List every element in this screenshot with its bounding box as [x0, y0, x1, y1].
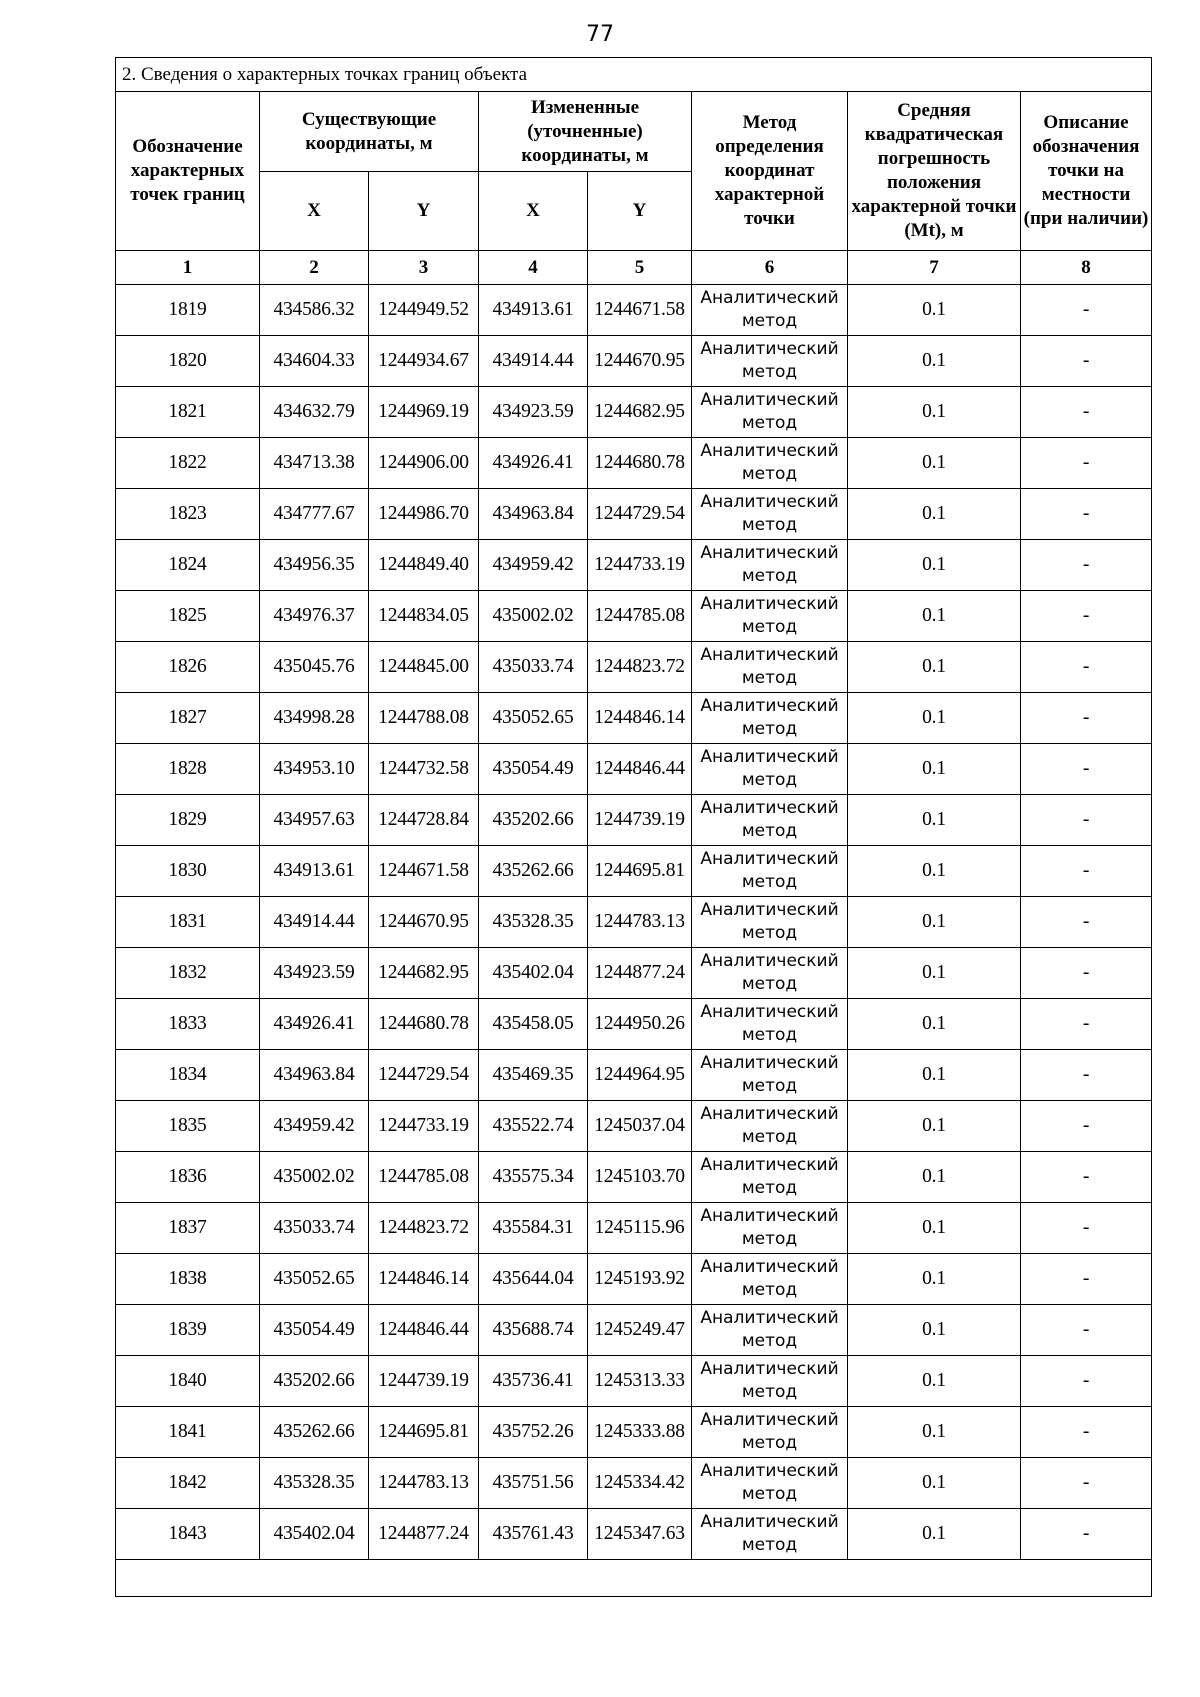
point-cell: 1829	[116, 795, 260, 846]
mean-error-cell: 0.1	[848, 846, 1021, 897]
description-cell: -	[1021, 285, 1152, 336]
mean-error-cell: 0.1	[848, 438, 1021, 489]
existing-y-cell: 1244877.24	[369, 1509, 479, 1560]
table-row	[116, 1356, 1152, 1407]
changed-y-cell: 1245193.92	[588, 1254, 692, 1305]
changed-x-cell: 435202.66	[479, 795, 588, 846]
existing-x-cell: 435045.76	[260, 642, 369, 693]
changed-x-cell: 435033.74	[479, 642, 588, 693]
existing-y-cell: 1244934.67	[369, 336, 479, 387]
existing-x-cell: 435054.49	[260, 1305, 369, 1356]
existing-x-cell: 435002.02	[260, 1152, 369, 1203]
mean-error-cell: 0.1	[848, 948, 1021, 999]
table-row	[116, 387, 1152, 438]
mean-error-cell: 0.1	[848, 1050, 1021, 1101]
existing-y-cell: 1244729.54	[369, 1050, 479, 1101]
changed-x-cell: 435752.26	[479, 1407, 588, 1458]
mean-error-cell: 0.1	[848, 744, 1021, 795]
existing-y-cell: 1244949.52	[369, 285, 479, 336]
existing-x-cell: 434632.79	[260, 387, 369, 438]
table-row	[116, 1458, 1152, 1509]
description-cell: -	[1021, 1305, 1152, 1356]
table-row	[116, 1254, 1152, 1305]
method-cell: Аналитический метод	[692, 285, 848, 336]
existing-x-cell: 434604.33	[260, 336, 369, 387]
mean-error-cell: 0.1	[848, 1152, 1021, 1203]
point-cell: 1843	[116, 1509, 260, 1560]
existing-y-cell: 1244849.40	[369, 540, 479, 591]
description-cell: -	[1021, 948, 1152, 999]
mean-error-cell: 0.1	[848, 591, 1021, 642]
method-cell: Аналитический метод	[692, 846, 848, 897]
existing-y-cell: 1244695.81	[369, 1407, 479, 1458]
mean-error-cell: 0.1	[848, 897, 1021, 948]
method-cell: Аналитический метод	[692, 1458, 848, 1509]
existing-y-cell: 1244783.13	[369, 1458, 479, 1509]
changed-y-cell: 1244733.19	[588, 540, 692, 591]
existing-y-cell: 1244671.58	[369, 846, 479, 897]
point-cell: 1826	[116, 642, 260, 693]
table-row	[116, 336, 1152, 387]
method-cell: Аналитический метод	[692, 1509, 848, 1560]
table-row	[116, 999, 1152, 1050]
changed-y-cell: 1244739.19	[588, 795, 692, 846]
point-cell: 1827	[116, 693, 260, 744]
table-row	[116, 693, 1152, 744]
existing-y-cell: 1244682.95	[369, 948, 479, 999]
changed-x-cell: 435736.41	[479, 1356, 588, 1407]
point-cell: 1825	[116, 591, 260, 642]
existing-x-cell: 434923.59	[260, 948, 369, 999]
method-cell: Аналитический метод	[692, 1152, 848, 1203]
changed-y-cell: 1244695.81	[588, 846, 692, 897]
changed-y-cell: 1244670.95	[588, 336, 692, 387]
header-changed-y: Y	[588, 172, 692, 251]
table-row	[116, 744, 1152, 795]
changed-x-cell: 434959.42	[479, 540, 588, 591]
table-row	[116, 795, 1152, 846]
mean-error-cell: 0.1	[848, 336, 1021, 387]
description-cell: -	[1021, 897, 1152, 948]
existing-y-cell: 1244846.44	[369, 1305, 479, 1356]
point-cell: 1841	[116, 1407, 260, 1458]
changed-x-cell: 434914.44	[479, 336, 588, 387]
description-cell: -	[1021, 540, 1152, 591]
method-cell: Аналитический метод	[692, 387, 848, 438]
changed-y-cell: 1245115.96	[588, 1203, 692, 1254]
changed-y-cell: 1244682.95	[588, 387, 692, 438]
column-number: 1	[116, 251, 260, 285]
existing-y-cell: 1244846.14	[369, 1254, 479, 1305]
existing-x-cell: 434777.67	[260, 489, 369, 540]
existing-y-cell: 1244680.78	[369, 999, 479, 1050]
description-cell: -	[1021, 999, 1152, 1050]
changed-x-cell: 435688.74	[479, 1305, 588, 1356]
changed-y-cell: 1244671.58	[588, 285, 692, 336]
table-row	[116, 948, 1152, 999]
description-cell: -	[1021, 1407, 1152, 1458]
point-cell: 1839	[116, 1305, 260, 1356]
column-number: 3	[369, 251, 479, 285]
mean-error-cell: 0.1	[848, 1509, 1021, 1560]
existing-x-cell: 434926.41	[260, 999, 369, 1050]
method-cell: Аналитический метод	[692, 897, 848, 948]
changed-x-cell: 435584.31	[479, 1203, 588, 1254]
point-cell: 1832	[116, 948, 260, 999]
existing-y-cell: 1244834.05	[369, 591, 479, 642]
table-row	[116, 591, 1152, 642]
existing-y-cell: 1244986.70	[369, 489, 479, 540]
point-cell: 1819	[116, 285, 260, 336]
column-number: 5	[588, 251, 692, 285]
changed-y-cell: 1244846.44	[588, 744, 692, 795]
changed-x-cell: 435262.66	[479, 846, 588, 897]
table-row	[116, 540, 1152, 591]
mean-error-cell: 0.1	[848, 285, 1021, 336]
changed-x-cell: 435761.43	[479, 1509, 588, 1560]
existing-y-cell: 1244670.95	[369, 897, 479, 948]
description-cell: -	[1021, 1509, 1152, 1560]
column-number: 6	[692, 251, 848, 285]
existing-y-cell: 1244739.19	[369, 1356, 479, 1407]
table-row	[116, 1407, 1152, 1458]
changed-y-cell: 1245249.47	[588, 1305, 692, 1356]
description-cell: -	[1021, 642, 1152, 693]
method-cell: Аналитический метод	[692, 1050, 848, 1101]
existing-x-cell: 434913.61	[260, 846, 369, 897]
changed-y-cell: 1245333.88	[588, 1407, 692, 1458]
method-cell: Аналитический метод	[692, 1254, 848, 1305]
method-cell: Аналитический метод	[692, 795, 848, 846]
table-row	[116, 1509, 1152, 1560]
mean-error-cell: 0.1	[848, 1458, 1021, 1509]
method-cell: Аналитический метод	[692, 693, 848, 744]
mean-error-cell: 0.1	[848, 387, 1021, 438]
existing-x-cell: 435402.04	[260, 1509, 369, 1560]
method-cell: Аналитический метод	[692, 1356, 848, 1407]
table-row	[116, 285, 1152, 336]
point-cell: 1828	[116, 744, 260, 795]
mean-error-cell: 0.1	[848, 1101, 1021, 1152]
description-cell: -	[1021, 1254, 1152, 1305]
description-cell: -	[1021, 387, 1152, 438]
point-cell: 1822	[116, 438, 260, 489]
point-cell: 1835	[116, 1101, 260, 1152]
description-cell: -	[1021, 591, 1152, 642]
existing-y-cell: 1244906.00	[369, 438, 479, 489]
changed-x-cell: 434963.84	[479, 489, 588, 540]
existing-y-cell: 1244732.58	[369, 744, 479, 795]
changed-x-cell: 434913.61	[479, 285, 588, 336]
empty-row	[116, 1560, 1152, 1597]
changed-x-cell: 435575.34	[479, 1152, 588, 1203]
existing-x-cell: 435052.65	[260, 1254, 369, 1305]
changed-y-cell: 1245347.63	[588, 1509, 692, 1560]
point-cell: 1836	[116, 1152, 260, 1203]
existing-x-cell: 435033.74	[260, 1203, 369, 1254]
header-point-designation: Обозначение характерных точек границ	[116, 92, 260, 251]
changed-y-cell: 1244950.26	[588, 999, 692, 1050]
mean-error-cell: 0.1	[848, 1203, 1021, 1254]
changed-x-cell: 435469.35	[479, 1050, 588, 1101]
changed-x-cell: 435402.04	[479, 948, 588, 999]
point-cell: 1842	[116, 1458, 260, 1509]
existing-x-cell: 435202.66	[260, 1356, 369, 1407]
existing-x-cell: 434586.32	[260, 285, 369, 336]
existing-y-cell: 1244823.72	[369, 1203, 479, 1254]
column-number: 7	[848, 251, 1021, 285]
changed-y-cell: 1244785.08	[588, 591, 692, 642]
table-row	[116, 1050, 1152, 1101]
changed-x-cell: 435458.05	[479, 999, 588, 1050]
existing-x-cell: 434957.63	[260, 795, 369, 846]
description-cell: -	[1021, 336, 1152, 387]
description-cell: -	[1021, 693, 1152, 744]
point-cell: 1838	[116, 1254, 260, 1305]
section-title: 2. Сведения о характерных точках границ объекта	[116, 58, 1152, 92]
table-row	[116, 438, 1152, 489]
changed-x-cell: 435328.35	[479, 897, 588, 948]
mean-error-cell: 0.1	[848, 642, 1021, 693]
column-number: 8	[1021, 251, 1152, 285]
existing-x-cell: 435262.66	[260, 1407, 369, 1458]
changed-x-cell: 435002.02	[479, 591, 588, 642]
existing-x-cell: 434953.10	[260, 744, 369, 795]
description-cell: -	[1021, 1203, 1152, 1254]
mean-error-cell: 0.1	[848, 489, 1021, 540]
table-row	[116, 846, 1152, 897]
table-row	[116, 642, 1152, 693]
mean-error-cell: 0.1	[848, 693, 1021, 744]
table-row	[116, 1152, 1152, 1203]
header-existing-x: X	[260, 172, 369, 251]
changed-y-cell: 1244680.78	[588, 438, 692, 489]
changed-x-cell: 435054.49	[479, 744, 588, 795]
method-cell: Аналитический метод	[692, 642, 848, 693]
existing-x-cell: 434713.38	[260, 438, 369, 489]
changed-y-cell: 1244783.13	[588, 897, 692, 948]
table-row	[116, 897, 1152, 948]
changed-y-cell: 1244846.14	[588, 693, 692, 744]
changed-x-cell: 435052.65	[479, 693, 588, 744]
existing-y-cell: 1244733.19	[369, 1101, 479, 1152]
method-cell: Аналитический метод	[692, 489, 848, 540]
changed-y-cell: 1244823.72	[588, 642, 692, 693]
changed-y-cell: 1244729.54	[588, 489, 692, 540]
empty-cell	[116, 1560, 1152, 1597]
point-cell: 1823	[116, 489, 260, 540]
existing-x-cell: 434956.35	[260, 540, 369, 591]
mean-error-cell: 0.1	[848, 1305, 1021, 1356]
point-cell: 1837	[116, 1203, 260, 1254]
header-description: Описание обозначения точки на местности (при наличии)	[1021, 92, 1152, 251]
existing-x-cell: 434959.42	[260, 1101, 369, 1152]
method-cell: Аналитический метод	[692, 1101, 848, 1152]
mean-error-cell: 0.1	[848, 540, 1021, 591]
description-cell: -	[1021, 1050, 1152, 1101]
changed-y-cell: 1244964.95	[588, 1050, 692, 1101]
description-cell: -	[1021, 489, 1152, 540]
point-cell: 1840	[116, 1356, 260, 1407]
column-number: 4	[479, 251, 588, 285]
method-cell: Аналитический метод	[692, 1305, 848, 1356]
existing-y-cell: 1244785.08	[369, 1152, 479, 1203]
mean-error-cell: 0.1	[848, 1254, 1021, 1305]
description-cell: -	[1021, 744, 1152, 795]
column-number: 2	[260, 251, 369, 285]
header-changed-x: X	[479, 172, 588, 251]
existing-y-cell: 1244969.19	[369, 387, 479, 438]
changed-y-cell: 1245334.42	[588, 1458, 692, 1509]
method-cell: Аналитический метод	[692, 591, 848, 642]
description-cell: -	[1021, 846, 1152, 897]
method-cell: Аналитический метод	[692, 540, 848, 591]
existing-x-cell: 434976.37	[260, 591, 369, 642]
column-numbers-row	[116, 251, 1152, 285]
existing-x-cell: 434914.44	[260, 897, 369, 948]
table-row	[116, 1305, 1152, 1356]
existing-x-cell: 434998.28	[260, 693, 369, 744]
point-cell: 1830	[116, 846, 260, 897]
changed-x-cell: 434923.59	[479, 387, 588, 438]
mean-error-cell: 0.1	[848, 795, 1021, 846]
table-body	[116, 285, 1152, 1560]
method-cell: Аналитический метод	[692, 1203, 848, 1254]
header-method: Метод определения координат характерной точки	[692, 92, 848, 251]
point-cell: 1833	[116, 999, 260, 1050]
method-cell: Аналитический метод	[692, 744, 848, 795]
header-changed-coords: Измененные (уточненные) координаты, м	[479, 92, 692, 172]
header-mean-error: Средняя квадратическая погрешность положения характерной точки (Mt), м	[848, 92, 1021, 251]
table-row	[116, 489, 1152, 540]
changed-x-cell: 435522.74	[479, 1101, 588, 1152]
point-cell: 1821	[116, 387, 260, 438]
header-existing-y: Y	[369, 172, 479, 251]
method-cell: Аналитический метод	[692, 438, 848, 489]
point-cell: 1834	[116, 1050, 260, 1101]
changed-y-cell: 1245103.70	[588, 1152, 692, 1203]
existing-y-cell: 1244728.84	[369, 795, 479, 846]
changed-y-cell: 1244877.24	[588, 948, 692, 999]
method-cell: Аналитический метод	[692, 948, 848, 999]
method-cell: Аналитический метод	[692, 999, 848, 1050]
changed-y-cell: 1245037.04	[588, 1101, 692, 1152]
header-existing-coords: Существующие координаты, м	[260, 92, 479, 172]
description-cell: -	[1021, 438, 1152, 489]
mean-error-cell: 0.1	[848, 999, 1021, 1050]
table-row	[116, 1101, 1152, 1152]
description-cell: -	[1021, 1101, 1152, 1152]
existing-x-cell: 435328.35	[260, 1458, 369, 1509]
description-cell: -	[1021, 1152, 1152, 1203]
method-cell: Аналитический метод	[692, 336, 848, 387]
page-number: 77	[586, 22, 614, 47]
existing-y-cell: 1244788.08	[369, 693, 479, 744]
description-cell: -	[1021, 1356, 1152, 1407]
point-cell: 1824	[116, 540, 260, 591]
point-cell: 1820	[116, 336, 260, 387]
table-row	[116, 1203, 1152, 1254]
existing-y-cell: 1244845.00	[369, 642, 479, 693]
changed-x-cell: 435644.04	[479, 1254, 588, 1305]
description-cell: -	[1021, 1458, 1152, 1509]
changed-y-cell: 1245313.33	[588, 1356, 692, 1407]
description-cell: -	[1021, 795, 1152, 846]
changed-x-cell: 434926.41	[479, 438, 588, 489]
existing-x-cell: 434963.84	[260, 1050, 369, 1101]
mean-error-cell: 0.1	[848, 1407, 1021, 1458]
changed-x-cell: 435751.56	[479, 1458, 588, 1509]
method-cell: Аналитический метод	[692, 1407, 848, 1458]
boundary-points-table	[115, 57, 1152, 1597]
mean-error-cell: 0.1	[848, 1356, 1021, 1407]
point-cell: 1831	[116, 897, 260, 948]
